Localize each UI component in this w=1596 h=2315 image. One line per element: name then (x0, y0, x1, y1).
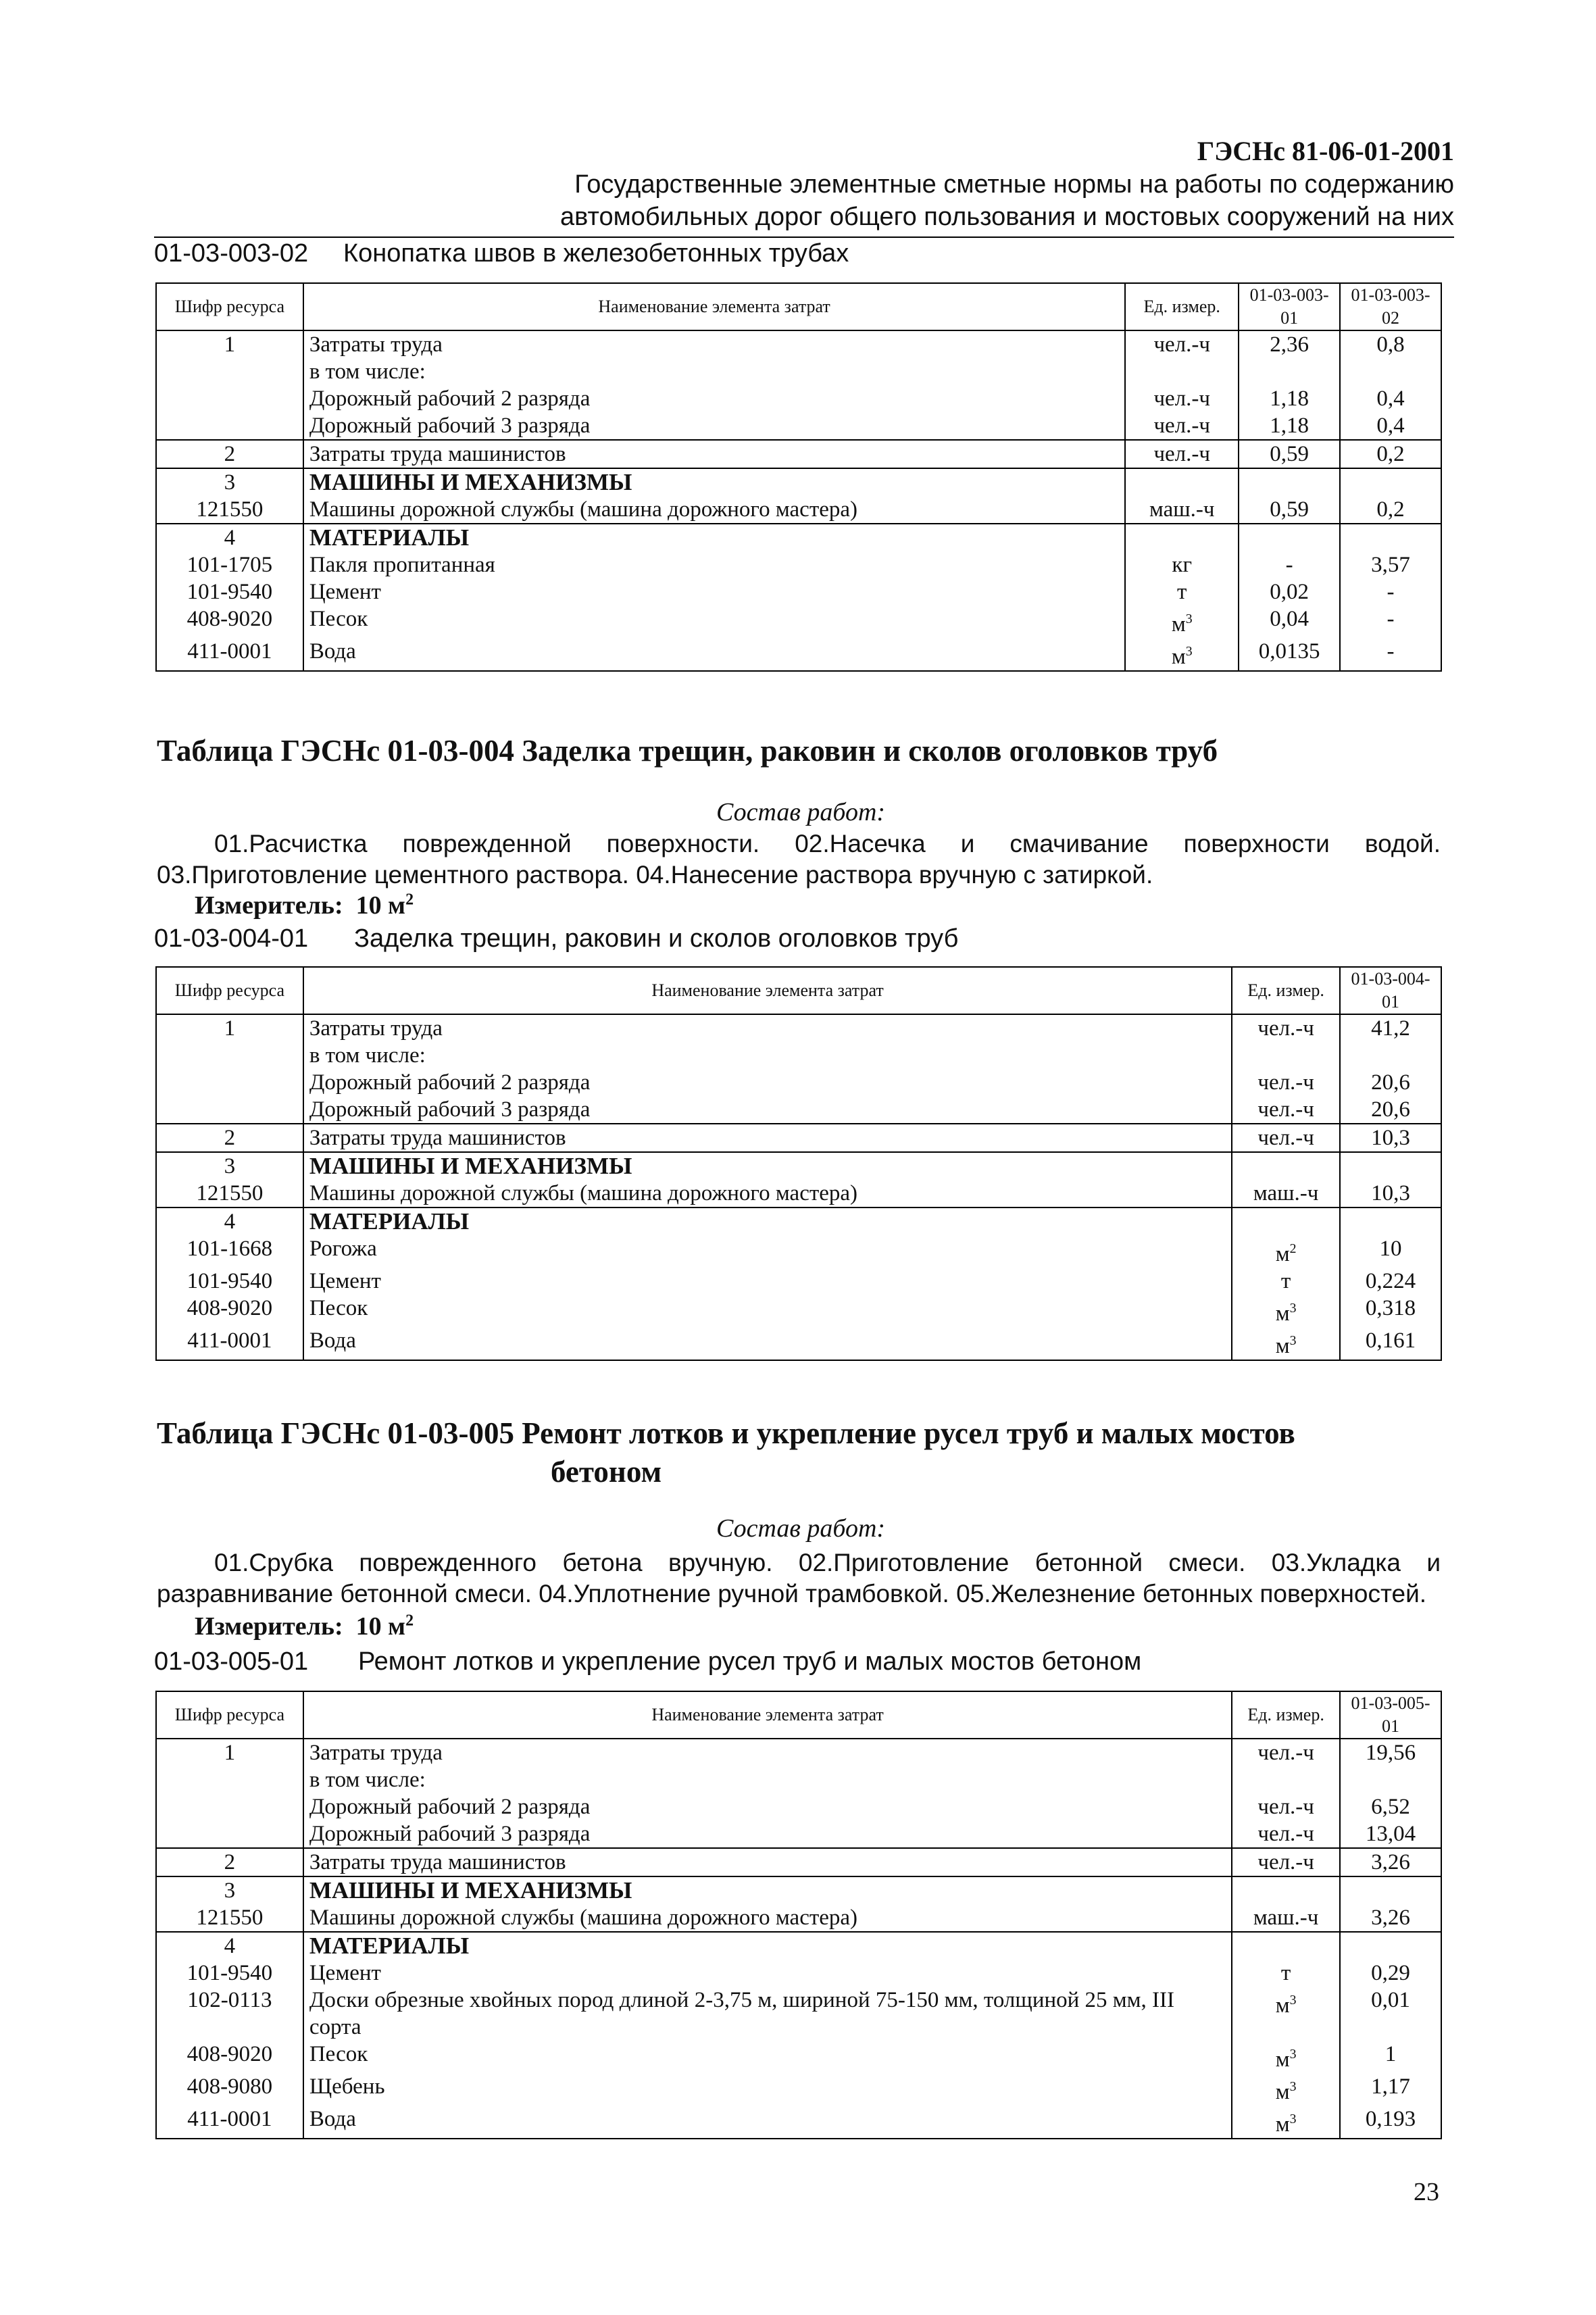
unit-superscript: 3 (1185, 644, 1193, 659)
unit-cell: кг (1125, 551, 1239, 578)
norm-value-cell-1: 1,18 (1239, 385, 1340, 412)
col-header-unit: Ед. измер. (1125, 283, 1239, 330)
resource-code-cell: 101-1705 (156, 551, 303, 578)
resource-code-cell: 408-9080 (156, 2073, 303, 2106)
norm-value-cell-1: 2,36 (1239, 330, 1340, 358)
col-header-unit: Ед. измер. (1232, 1691, 1340, 1739)
unit-cell (1125, 524, 1239, 551)
unit-cell: $м^3$ (1232, 2106, 1340, 2139)
unit-cell: т (1232, 1960, 1340, 1987)
norm-code: 01-03-005-01 (154, 1647, 309, 1676)
resource-name-cell: Цемент (303, 1268, 1232, 1295)
norm-value-cell-1 (1340, 1152, 1441, 1180)
norm-value-cell-2: 3,57 (1340, 551, 1441, 578)
resource-code-cell: 102-0113 (156, 1987, 303, 2041)
unit-cell (1125, 468, 1239, 496)
norm-value-cell-2: - (1340, 578, 1441, 605)
resource-name-cell: Затраты труда (303, 1014, 1232, 1042)
norm-code: 01-03-004-01 (154, 924, 309, 953)
resource-code-cell (156, 1820, 303, 1848)
norm-value-cell-1 (1239, 468, 1340, 496)
measure-value: 10 м (355, 1612, 406, 1641)
unit-cell: маш.-ч (1232, 1904, 1340, 1932)
work-composition-label: Состав работ: (716, 798, 886, 826)
col-header-norm-1: 01-03-005-01 (1340, 1691, 1441, 1739)
unit-cell: $м^3$ (1125, 638, 1239, 671)
resource-name-cell: Цемент (303, 578, 1125, 605)
table-row (156, 2041, 1441, 2073)
table-row (156, 1042, 1441, 1069)
resource-code-cell: 1 (156, 1014, 303, 1042)
measure-value: 10 м (355, 891, 406, 920)
resource-code-cell (156, 385, 303, 412)
unit-cell: чел.-ч (1232, 1793, 1340, 1820)
unit-superscript: 3 (1289, 2079, 1297, 2094)
resource-code-cell (156, 1766, 303, 1793)
table-row (156, 1820, 1441, 1848)
resource-code-cell: 411-0001 (156, 2106, 303, 2139)
table-body (156, 1739, 1441, 2139)
norm-value-cell-2: - (1340, 605, 1441, 638)
resource-code-cell: 411-0001 (156, 638, 303, 671)
col-header-name: Наименование элемента затрат (303, 967, 1232, 1014)
resource-name-cell: Дорожный рабочий 3 разряда (303, 1096, 1232, 1124)
resource-name-cell: Машины дорожной службы (машина дорожного мастера) (303, 1904, 1232, 1932)
norm-value-cell-1 (1340, 1932, 1441, 1960)
norm-value-cell-1: 10,3 (1340, 1180, 1441, 1208)
table-body (156, 330, 1441, 671)
table-row (156, 1876, 1441, 1904)
unit-cell: чел.-ч (1232, 1739, 1340, 1766)
unit-cell: маш.-ч (1125, 496, 1239, 524)
unit-superscript: 3 (1289, 2112, 1297, 2126)
table-row (156, 1268, 1441, 1295)
norm-value-cell-2 (1340, 524, 1441, 551)
resource-code-cell: 121550 (156, 496, 303, 524)
table-row (156, 1987, 1441, 2041)
resource-name-cell: Машины дорожной службы (машина дорожного мастера) (303, 496, 1125, 524)
work-composition-text: 01.Срубка поврежденного бетона вручную. 02.Приготовление бетонной смеси. 03.Укладка и разравнивание бетонной смеси. 04.Уплотнение ручной трамбовкой. 05.Железнение бетонных поверхностей. (157, 1549, 1441, 1608)
table-header (156, 1691, 1441, 1739)
resource-name-cell: Щебень (303, 2073, 1232, 2106)
unit-cell (1232, 1876, 1340, 1904)
resource-name-cell: Затраты труда (303, 330, 1125, 358)
table-row (156, 358, 1441, 385)
norm-value-cell-1 (1340, 1876, 1441, 1904)
resource-code-cell (156, 358, 303, 385)
norm-value-cell-1 (1239, 358, 1340, 385)
resource-name-cell: Дорожный рабочий 2 разряда (303, 1069, 1232, 1096)
unit-cell (1125, 358, 1239, 385)
unit-superscript: 3 (1289, 1333, 1297, 1348)
table-row (156, 1152, 1441, 1180)
norm-value-cell-2 (1340, 468, 1441, 496)
resource-name-cell: МАШИНЫ И МЕХАНИЗМЫ (303, 468, 1125, 496)
resource-code-cell (156, 1793, 303, 1820)
resource-code-cell: 3 (156, 1152, 303, 1180)
table-row (156, 1014, 1441, 1042)
measure-unit (195, 891, 414, 920)
resource-name-cell: Затраты труда машинистов (303, 440, 1125, 468)
table-header (156, 283, 1441, 330)
norm-value-cell-1: 0,02 (1239, 578, 1340, 605)
resource-name-cell: в том числе: (303, 1766, 1232, 1793)
col-header-norm-2: 01-03-003-02 (1340, 283, 1441, 330)
col-header-norm-1: 01-03-004-01 (1340, 967, 1441, 1014)
table-row (156, 1069, 1441, 1096)
resource-code-cell: 4 (156, 524, 303, 551)
norm-value-cell-1 (1340, 1766, 1441, 1793)
norm-value-cell-1: 13,04 (1340, 1820, 1441, 1848)
col-header-norm-1: 01-03-003-01 (1239, 283, 1340, 330)
resource-code-cell (156, 412, 303, 440)
unit-cell: $м^3$ (1232, 1327, 1340, 1360)
table-row (156, 1793, 1441, 1820)
norm-value-cell-1: - (1239, 551, 1340, 578)
table-header (156, 967, 1441, 1014)
resource-name-cell: МАШИНЫ И МЕХАНИЗМЫ (303, 1152, 1232, 1180)
norm-value-cell-1: 3,26 (1340, 1848, 1441, 1876)
table-row (156, 1124, 1441, 1152)
norm-value-cell-1 (1340, 1208, 1441, 1235)
unit-cell (1232, 1152, 1340, 1180)
resource-code-cell: 411-0001 (156, 1327, 303, 1360)
table-row (156, 1295, 1441, 1327)
resource-code-cell: 4 (156, 1208, 303, 1235)
table-row (156, 385, 1441, 412)
document-code: ГЭСНс 81-06-01-2001 (1197, 136, 1454, 166)
resource-name-cell: Затраты труда машинистов (303, 1124, 1232, 1152)
resource-name-cell: Затраты труда машинистов (303, 1848, 1232, 1876)
unit-superscript: 2 (1289, 1241, 1297, 1256)
norm-title-004 (154, 924, 958, 953)
unit-cell: $м^3$ (1232, 2073, 1340, 2106)
table-row (156, 330, 1441, 358)
document-title-line2: автомобильных дорог общего пользования и мостовых сооружений на них (560, 203, 1454, 231)
col-header-name: Наименование элемента затрат (303, 1691, 1232, 1739)
norm-value-cell-1: 0,161 (1340, 1327, 1441, 1360)
norm-value-cell-2 (1340, 358, 1441, 385)
unit-cell: чел.-ч (1125, 412, 1239, 440)
unit-cell: маш.-ч (1232, 1180, 1340, 1208)
norm-value-cell-2: 0,8 (1340, 330, 1441, 358)
norm-value-cell-1: 0,224 (1340, 1268, 1441, 1295)
resource-name-cell: Рогожа (303, 1235, 1232, 1268)
unit-cell: $м^3$ (1232, 2041, 1340, 2073)
table-title-005-line1: Таблица ГЭСНс 01-03-005 Ремонт лотков и укрепление русел труб и малых мостов (157, 1416, 1295, 1450)
norm-value-cell-2: 0,2 (1340, 440, 1441, 468)
table-row (156, 468, 1441, 496)
norm-value-cell-1: 10,3 (1340, 1124, 1441, 1152)
resource-name-cell: Дорожный рабочий 3 разряда (303, 1820, 1232, 1848)
resource-code-cell: 101-1668 (156, 1235, 303, 1268)
norm-value-cell-1: 3,26 (1340, 1904, 1441, 1932)
resource-name-cell: Песок (303, 2041, 1232, 2073)
unit-superscript: 3 (1289, 1993, 1297, 2008)
measure-unit (195, 1612, 414, 1641)
table-row (156, 1848, 1441, 1876)
norm-title-003 (154, 239, 849, 268)
resource-name-cell: Вода (303, 1327, 1232, 1360)
unit-cell (1232, 1766, 1340, 1793)
table-row (156, 1208, 1441, 1235)
work-composition-label: Состав работ: (716, 1514, 886, 1543)
table-row (156, 638, 1441, 671)
unit-cell: чел.-ч (1125, 440, 1239, 468)
resource-name-cell: Дорожный рабочий 2 разряда (303, 385, 1125, 412)
norm-value-cell-1: 19,56 (1340, 1739, 1441, 1766)
resource-name-cell: МАШИНЫ И МЕХАНИЗМЫ (303, 1876, 1232, 1904)
norm-value-cell-1: 0,0135 (1239, 638, 1340, 671)
norm-name: Конопатка швов в железобетонных трубах (343, 239, 849, 268)
table-row (156, 496, 1441, 524)
table-row (156, 412, 1441, 440)
table-row (156, 2073, 1441, 2106)
resource-name-cell: Затраты труда (303, 1739, 1232, 1766)
document-title-line1: Государственные элементные сметные нормы на работы по содержанию (574, 170, 1454, 199)
norm-name: Заделка трещин, раковин и сколов оголовков труб (354, 924, 959, 953)
unit-cell (1232, 1042, 1340, 1069)
norm-value-cell-1: 20,6 (1340, 1069, 1441, 1096)
norm-value-cell-1: 1 (1340, 2041, 1441, 2073)
resource-name-cell: МАТЕРИАЛЫ (303, 1208, 1232, 1235)
unit-cell: чел.-ч (1125, 385, 1239, 412)
resource-name-cell: в том числе: (303, 358, 1125, 385)
unit-cell: чел.-ч (1232, 1124, 1340, 1152)
unit-cell (1232, 1208, 1340, 1235)
resource-name-cell: Песок (303, 605, 1125, 638)
resource-code-cell (156, 1069, 303, 1096)
unit-cell: $м^3$ (1232, 1987, 1340, 2041)
resource-name-cell: МАТЕРИАЛЫ (303, 524, 1125, 551)
resource-code-cell: 121550 (156, 1180, 303, 1208)
measure-sup: 2 (405, 891, 414, 909)
table-title-005-line2: бетоном (551, 1455, 662, 1489)
resource-name-cell: Вода (303, 2106, 1232, 2139)
norm-value-cell-1: 1,18 (1239, 412, 1340, 440)
norm-value-cell-2: - (1340, 638, 1441, 671)
unit-cell (1232, 1932, 1340, 1960)
resource-name-cell: Дорожный рабочий 2 разряда (303, 1793, 1232, 1820)
resource-code-cell: 4 (156, 1932, 303, 1960)
resource-name-cell: Песок (303, 1295, 1232, 1327)
resource-name-cell: в том числе: (303, 1042, 1232, 1069)
norm-value-cell-1: 20,6 (1340, 1096, 1441, 1124)
resource-name-cell: Доски обрезные хвойных пород длиной 2-3,75 м, шириной 75-150 мм, толщиной 25 мм, III сорта (303, 1987, 1232, 2041)
norm-value-cell-1 (1239, 524, 1340, 551)
resource-name-cell: МАТЕРИАЛЫ (303, 1932, 1232, 1960)
resource-table-003 (155, 282, 1442, 672)
table-row (156, 1096, 1441, 1124)
table-row (156, 440, 1441, 468)
resource-code-cell: 3 (156, 468, 303, 496)
table-row (156, 551, 1441, 578)
table-body (156, 1014, 1441, 1360)
resource-code-cell: 1 (156, 330, 303, 358)
work-composition-text: 01.Расчистка поврежденной поверхности. 02.Насечка и смачивание поверхности водой. 03.Приготовление цементного раствора. 04.Нанесение раствора вручную с затиркой. (157, 830, 1441, 889)
header-rule (154, 237, 1454, 238)
norm-code: 01-03-003-02 (154, 239, 309, 268)
measure-label: Измеритель: (195, 1612, 343, 1641)
col-header-name: Наименование элемента затрат (303, 283, 1125, 330)
norm-value-cell-1: 0,01 (1340, 1987, 1441, 2041)
resource-code-cell: 101-9540 (156, 578, 303, 605)
resource-code-cell: 121550 (156, 1904, 303, 1932)
unit-cell: чел.-ч (1232, 1848, 1340, 1876)
table-row (156, 2106, 1441, 2139)
resource-table-004 (155, 966, 1442, 1361)
unit-cell: чел.-ч (1232, 1069, 1340, 1096)
table-row (156, 1904, 1441, 1932)
table-row (156, 578, 1441, 605)
resource-code-cell: 408-9020 (156, 1295, 303, 1327)
resource-name-cell: Машины дорожной службы (машина дорожного мастера) (303, 1180, 1232, 1208)
resource-code-cell: 101-9540 (156, 1960, 303, 1987)
resource-code-cell (156, 1042, 303, 1069)
table-row (156, 1235, 1441, 1268)
col-header-code: Шифр ресурса (156, 283, 303, 330)
table-row (156, 1739, 1441, 1766)
resource-code-cell: 1 (156, 1739, 303, 1766)
table-row (156, 1327, 1441, 1360)
norm-value-cell-2: 0,4 (1340, 385, 1441, 412)
page-number: 23 (1414, 2178, 1439, 2206)
resource-code-cell: 2 (156, 1124, 303, 1152)
unit-superscript: 3 (1185, 612, 1193, 626)
col-header-unit: Ед. измер. (1232, 967, 1340, 1014)
norm-title-005 (154, 1647, 1141, 1676)
unit-cell: $м^3$ (1232, 1295, 1340, 1327)
norm-value-cell-1: 10 (1340, 1235, 1441, 1268)
table-row (156, 1766, 1441, 1793)
unit-superscript: 3 (1289, 2047, 1297, 2062)
norm-value-cell-2: 0,2 (1340, 496, 1441, 524)
table-row (156, 1960, 1441, 1987)
measure-label: Измеритель: (195, 891, 343, 920)
unit-cell: $м^3$ (1125, 605, 1239, 638)
norm-value-cell-2: 0,4 (1340, 412, 1441, 440)
norm-value-cell-1: 1,17 (1340, 2073, 1441, 2106)
resource-name-cell: Цемент (303, 1960, 1232, 1987)
table-title-004: Таблица ГЭСНс 01-03-004 Заделка трещин, раковин и сколов оголовков труб (157, 734, 1218, 768)
table-row (156, 1932, 1441, 1960)
norm-value-cell-1: 0,29 (1340, 1960, 1441, 1987)
norm-name: Ремонт лотков и укрепление русел труб и малых мостов бетоном (358, 1647, 1142, 1676)
resource-name-cell: Вода (303, 638, 1125, 671)
resource-code-cell: 3 (156, 1876, 303, 1904)
resource-code-cell: 408-9020 (156, 2041, 303, 2073)
unit-cell: чел.-ч (1232, 1096, 1340, 1124)
resource-code-cell: 2 (156, 440, 303, 468)
norm-value-cell-1 (1340, 1042, 1441, 1069)
resource-name-cell: Дорожный рабочий 3 разряда (303, 412, 1125, 440)
table-row (156, 524, 1441, 551)
col-header-code: Шифр ресурса (156, 967, 303, 1014)
norm-value-cell-1: 6,52 (1340, 1793, 1441, 1820)
resource-name-cell: Пакля пропитанная (303, 551, 1125, 578)
resource-table-005 (155, 1691, 1442, 2139)
table-row (156, 1180, 1441, 1208)
norm-value-cell-1: 41,2 (1340, 1014, 1441, 1042)
norm-value-cell-1: 0,318 (1340, 1295, 1441, 1327)
norm-value-cell-1: 0,193 (1340, 2106, 1441, 2139)
norm-value-cell-1: 0,59 (1239, 496, 1340, 524)
norm-value-cell-1: 0,59 (1239, 440, 1340, 468)
unit-cell: чел.-ч (1232, 1014, 1340, 1042)
col-header-code: Шифр ресурса (156, 1691, 303, 1739)
resource-code-cell: 101-9540 (156, 1268, 303, 1295)
unit-cell: чел.-ч (1232, 1820, 1340, 1848)
measure-sup: 2 (405, 1612, 414, 1630)
norm-value-cell-1: 0,04 (1239, 605, 1340, 638)
resource-code-cell: 2 (156, 1848, 303, 1876)
unit-cell: т (1232, 1268, 1340, 1295)
unit-superscript: 3 (1289, 1301, 1297, 1316)
resource-code-cell: 408-9020 (156, 605, 303, 638)
unit-cell: $м^2$ (1232, 1235, 1340, 1268)
resource-code-cell (156, 1096, 303, 1124)
unit-cell: т (1125, 578, 1239, 605)
unit-cell: чел.-ч (1125, 330, 1239, 358)
table-row (156, 605, 1441, 638)
